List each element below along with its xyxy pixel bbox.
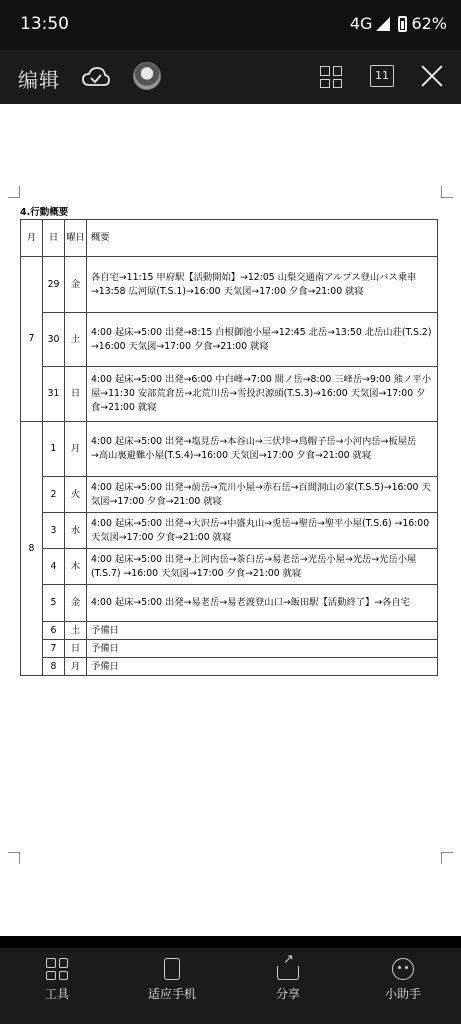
dow-cell: 木 — [65, 549, 87, 585]
header-desc: 概要 — [87, 220, 438, 257]
phone-icon — [164, 958, 180, 980]
dow-cell: 日 — [65, 367, 87, 422]
header-month: 月 — [21, 220, 43, 257]
share-label: 分享 — [275, 987, 300, 1001]
table-row — [21, 658, 438, 676]
close-icon[interactable] — [420, 64, 444, 88]
day-cell: 4 — [43, 549, 65, 585]
desc-cell: 4:00 起床→5:00 出発→6:00 中白峰→7:00 間ノ岳→8:00 三峰岳→9:00 熊ノ平小屋→11:30 安部荒倉岳→北荒川岳→雪投沢源頭(T.S.3)→16:00 天気図→17:00 夕食→21:00 就寝 — [87, 367, 438, 422]
margin-corner-mark — [441, 186, 453, 198]
top-toolbar — [0, 50, 461, 104]
battery-level: 62% — [411, 14, 447, 33]
table-row — [21, 622, 438, 640]
day-cell: 2 — [43, 477, 65, 513]
day-cell: 30 — [43, 313, 65, 367]
day-cell: 8 — [43, 658, 65, 676]
avatar[interactable] — [133, 62, 161, 90]
document-page — [0, 104, 461, 936]
share-icon — [277, 966, 299, 980]
table-row — [21, 313, 438, 367]
table-row — [21, 257, 438, 313]
tools-icon — [46, 958, 68, 980]
tools-button[interactable] — [12, 958, 102, 1002]
day-cell: 29 — [43, 257, 65, 313]
dow-cell: 火 — [65, 477, 87, 513]
desc-line: 各自宅→11:15 甲府駅【活動開始】→12:05 山梨交通南アルプス登山バス乗車 — [91, 271, 417, 283]
desc-line: →13:58 広河原(T.S.1)→16:00 天気図→17:00 夕食→21:00 就寝 — [91, 285, 364, 297]
section-title: 4.行動概要 — [20, 207, 69, 218]
day-cell: 1 — [43, 422, 65, 477]
desc-cell: 4:00 起床→5:00 出発→大沢岳→中盛丸山→兎岳→聖岳→聖平小屋(T.S.6) →16:00 天気図→17:00 夕食→21:00 就寝 — [87, 513, 438, 549]
dow-cell: 日 — [65, 640, 87, 658]
table-row — [21, 640, 438, 658]
margin-corner-mark — [441, 852, 453, 864]
desc-line: →高山裏避難小屋(T.S.4)→16:00 天気図→17:00 夕食→21:00 就寝 — [91, 450, 372, 461]
dow-cell: 金 — [65, 257, 87, 313]
margin-corner-mark — [8, 852, 20, 864]
dow-cell: 金 — [65, 585, 87, 622]
dow-cell: 土 — [65, 622, 87, 640]
desc-cell: 予備日 — [87, 622, 438, 640]
table-row — [21, 422, 438, 477]
day-cell: 6 — [43, 622, 65, 640]
grid-view-icon[interactable] — [320, 66, 342, 88]
desc-cell: 予備日 — [87, 640, 438, 658]
desc-cell — [87, 313, 438, 367]
day-cell: 5 — [43, 585, 65, 622]
dow-cell: 月 — [65, 658, 87, 676]
page-count-button[interactable]: 11 — [370, 65, 394, 87]
table-row — [21, 513, 438, 549]
desc-line: 4:00 起床→5:00 出発→8:15 白根御池小屋→12:45 北岳→13:50 北岳山荘(T.S.2) — [91, 326, 432, 338]
assistant-button[interactable] — [358, 958, 448, 1002]
assistant-label: 小助手 — [384, 987, 421, 1001]
dow-cell: 土 — [65, 313, 87, 367]
signal-icon — [376, 17, 390, 31]
desc-cell — [87, 422, 438, 477]
day-cell: 7 — [43, 640, 65, 658]
header-dow: 曜日 — [65, 220, 87, 257]
table-row — [21, 477, 438, 513]
table-row — [21, 585, 438, 622]
dow-cell: 水 — [65, 513, 87, 549]
dow-cell: 月 — [65, 422, 87, 477]
month-cell: 7 — [21, 257, 43, 422]
bottom-toolbar — [0, 948, 461, 1024]
status-bar — [0, 0, 461, 50]
desc-cell — [87, 257, 438, 313]
fit-phone-button[interactable] — [127, 958, 217, 1002]
table-row — [21, 367, 438, 422]
status-time: 13:50 — [20, 14, 69, 34]
desc-line: 4:00 起床→5:00 出発→塩見岳→本谷山→三伏垰→鳥帽子岳→小河内岳→板屋岳 — [91, 436, 417, 447]
share-button[interactable] — [243, 958, 333, 1002]
edit-button[interactable]: 编辑 — [18, 68, 60, 92]
status-indicators — [350, 14, 447, 33]
margin-corner-mark — [8, 186, 20, 198]
day-cell: 3 — [43, 513, 65, 549]
day-cell: 31 — [43, 367, 65, 422]
desc-cell: 4:00 起床→5:00 出発→上河内岳→茶臼岳→易老岳→光岳小屋→光岳→光岳小屋(T.S.7) →16:00 天気図→17:00 夕食→21:00 就寝 — [87, 549, 438, 585]
table-row — [21, 549, 438, 585]
tools-label: 工具 — [44, 987, 69, 1001]
battery-icon — [398, 16, 407, 32]
desc-cell: 4:00 起床→5:00 出発→前岳→荒川小屋→赤石岳→百間洞山の家(T.S.5)→16:00 天気図→17:00 夕食→21:00 就寝 — [87, 477, 438, 513]
cloud-sync-icon[interactable] — [82, 66, 110, 88]
assistant-icon — [392, 958, 414, 980]
table-header-row — [21, 220, 438, 257]
month-cell: 8 — [21, 422, 43, 676]
desc-cell: 4:00 起床→5:00 出発→易老岳→易老渡登山口→飯田駅【活動終了】→各自宅 — [87, 585, 438, 622]
fit-phone-label: 适应手机 — [147, 987, 196, 1001]
desc-line: →16:00 天気図→17:00 夕食→21:00 就寝 — [91, 340, 269, 352]
desc-cell: 予備日 — [87, 658, 438, 676]
network-label: 4G — [349, 14, 373, 33]
schedule-table — [20, 219, 438, 676]
header-day: 日 — [43, 220, 65, 257]
